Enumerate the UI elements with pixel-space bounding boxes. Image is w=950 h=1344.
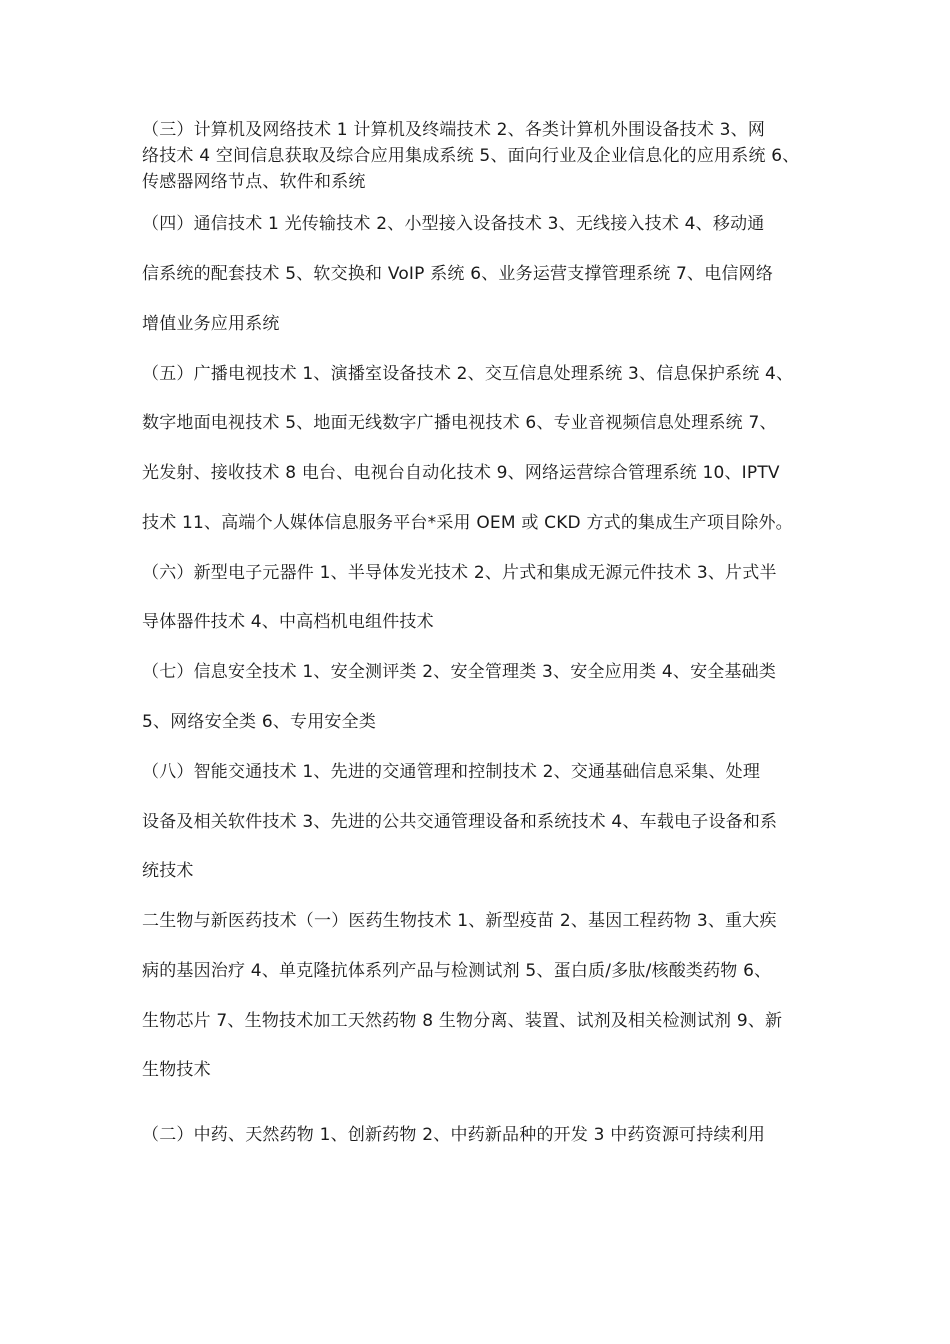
text-line: 增值业务应用系统 [142,314,280,334]
text-line: 信系统的配套技术 5、软交换和 VoIP 系统 6、业务运营支撑管理系统 7、电信网络 [142,264,774,284]
text-line: （二）中药、天然药物 1、创新药物 2、中药新品种的开发 3 中药资源可持续利用 [142,1125,766,1145]
text-line: 5、网络安全类 6、专用安全类 [142,712,377,732]
text-line: （六）新型电子元器件 1、半导体发光技术 2、片式和集成无源元件技术 3、片式半 [142,563,777,583]
text-line: 病的基因治疗 4、单克隆抗体系列产品与检测试剂 5、蛋白质/多肽/核酸类药物 6、 [142,961,772,981]
text-line: 二生物与新医药技术（一）医药生物技术 1、新型疫苗 2、基因工程药物 3、重大疾 [142,911,777,931]
text-line: 设备及相关软件技术 3、先进的公共交通管理设备和系统技术 4、车载电子设备和系 [142,812,778,832]
text-line: 数字地面电视技术 5、地面无线数字广播电视技术 6、专业音视频信息处理系统 7、 [142,413,777,433]
text-line: 生物芯片 7、生物技术加工天然药物 8 生物分离、装置、试剂及相关检测试剂 9、新 [142,1011,783,1031]
text-line: （七）信息安全技术 1、安全测评类 2、安全管理类 3、安全应用类 4、安全基础类 [142,662,777,682]
text-line: （四）通信技术 1 光传输技术 2、小型接入设备技术 3、无线接入技术 4、移动通 [142,214,765,234]
text-line: 导体器件技术 4、中高档机电组件技术 [142,612,434,632]
text-line: 技术 11、高端个人媒体信息服务平台*采用 OEM 或 CKD 方式的集成生产项目除外。 [142,513,793,533]
text-line: 统技术 [142,861,194,881]
text-line: 络技术 4 空间信息获取及综合应用集成系统 5、面向行业及企业信息化的应用系统 6、 [142,146,800,166]
text-line: （五）广播电视技术 1、演播室设备技术 2、交互信息处理系统 3、信息保护系统 4、 [142,364,794,384]
text-line: 传感器网络节点、软件和系统 [142,172,366,192]
text-line: 生物技术 [142,1060,211,1080]
text-line: （八）智能交通技术 1、先进的交通管理和控制技术 2、交通基础信息采集、处理 [142,762,761,782]
text-line: （三）计算机及网络技术 1 计算机及终端技术 2、各类计算机外围设备技术 3、网 [142,120,766,140]
text-line: 光发射、接收技术 8 电台、电视台自动化技术 9、网络运营综合管理系统 10、IPTV [142,463,780,483]
